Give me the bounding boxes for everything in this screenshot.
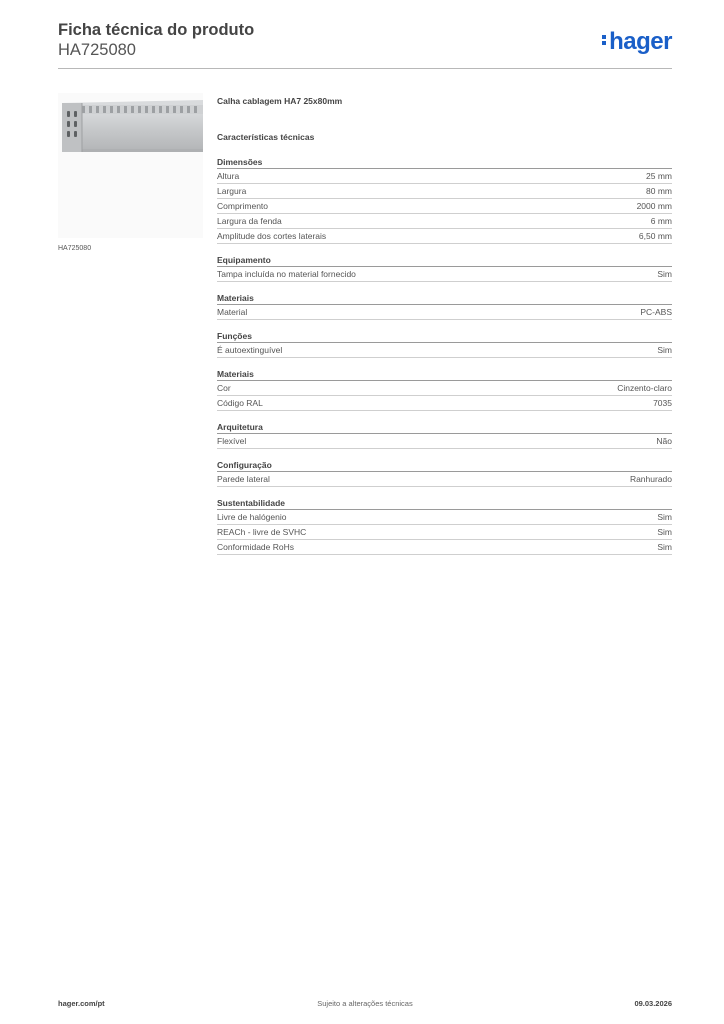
spec-label: É autoextinguível — [217, 345, 283, 355]
footer-date: 09.03.2026 — [634, 999, 672, 1008]
spec-value: Sim — [657, 527, 672, 537]
spec-row — [217, 305, 672, 320]
spec-row — [217, 199, 672, 214]
spec-value: 6,50 mm — [638, 231, 672, 241]
spec-label: Comprimento — [217, 201, 269, 211]
section-title: Dimensões — [217, 156, 672, 169]
logo-text: hager — [609, 28, 672, 55]
spec-section — [217, 459, 672, 487]
spec-row — [217, 343, 672, 358]
spec-section — [217, 156, 672, 244]
spec-row — [217, 381, 672, 396]
spec-label: Tampa incluída no material fornecido — [217, 269, 356, 279]
spec-label: Código RAL — [217, 398, 263, 408]
spec-label: Amplitude dos cortes laterais — [217, 231, 327, 241]
spec-value: Ranhurado — [629, 474, 672, 484]
spec-label: Largura — [217, 186, 247, 196]
spec-label: Largura da fenda — [217, 216, 282, 226]
image-caption: HA725080 — [58, 245, 92, 252]
section-title: Materiais — [217, 368, 672, 381]
spec-section — [217, 421, 672, 449]
spec-value: 25 mm — [646, 171, 672, 181]
spec-label: Material — [217, 307, 248, 317]
spec-value: Sim — [657, 542, 672, 552]
spec-label: REACh - livre de SVHC — [217, 527, 307, 537]
spec-row — [217, 434, 672, 449]
document-title: Ficha técnica do produto — [58, 21, 255, 39]
logo-dots-icon — [602, 33, 608, 47]
product-image — [58, 93, 203, 238]
spec-label: Livre de halógenio — [217, 512, 287, 522]
hager-logo — [602, 28, 672, 56]
section-title: Materiais — [217, 292, 672, 305]
spec-row — [217, 525, 672, 540]
footer-website[interactable]: hager.com/pt — [58, 999, 105, 1008]
section-title: Configuração — [217, 459, 672, 472]
spec-value: Sim — [657, 345, 672, 355]
characteristics-heading: Características técnicas — [217, 132, 315, 142]
spec-row — [217, 229, 672, 244]
spec-section — [217, 254, 672, 282]
spec-value: 80 mm — [646, 186, 672, 196]
footer-note: Sujeito a alterações técnicas — [317, 999, 413, 1008]
spec-row — [217, 184, 672, 199]
spec-section — [217, 330, 672, 358]
spec-row — [217, 540, 672, 555]
spec-row — [217, 169, 672, 184]
spec-row — [217, 472, 672, 487]
spec-row — [217, 510, 672, 525]
spec-value: Sim — [657, 269, 672, 279]
page-footer — [58, 998, 672, 1010]
spec-label: Cor — [217, 383, 231, 393]
spec-row — [217, 396, 672, 411]
spec-value: 7035 — [653, 398, 672, 408]
spec-label: Parede lateral — [217, 474, 270, 484]
spec-section — [217, 497, 672, 555]
spec-value: Sim — [657, 512, 672, 522]
spec-section — [217, 292, 672, 320]
section-title: Equipamento — [217, 254, 672, 267]
spec-label: Flexível — [217, 436, 247, 446]
spec-label: Altura — [217, 171, 240, 181]
header-divider — [58, 68, 672, 69]
spec-value: PC-ABS — [640, 307, 672, 317]
section-title: Sustentabilidade — [217, 497, 672, 510]
page-header — [58, 20, 672, 68]
section-title: Arquitetura — [217, 421, 672, 434]
spec-sections — [217, 156, 672, 555]
spec-label: Conformidade RoHs — [217, 542, 295, 552]
product-name: Calha cablagem HA7 25x80mm — [217, 96, 343, 106]
spec-row — [217, 267, 672, 282]
spec-value: Cinzento-claro — [617, 383, 672, 393]
spec-value: 2000 mm — [636, 201, 672, 211]
spec-value: Não — [656, 436, 672, 446]
spec-section — [217, 368, 672, 411]
section-title: Funções — [217, 330, 672, 343]
product-code: HA725080 — [58, 41, 136, 59]
cable-duct-image — [58, 93, 203, 238]
spec-content — [217, 94, 672, 555]
spec-row — [217, 214, 672, 229]
spec-value: 6 mm — [650, 216, 672, 226]
